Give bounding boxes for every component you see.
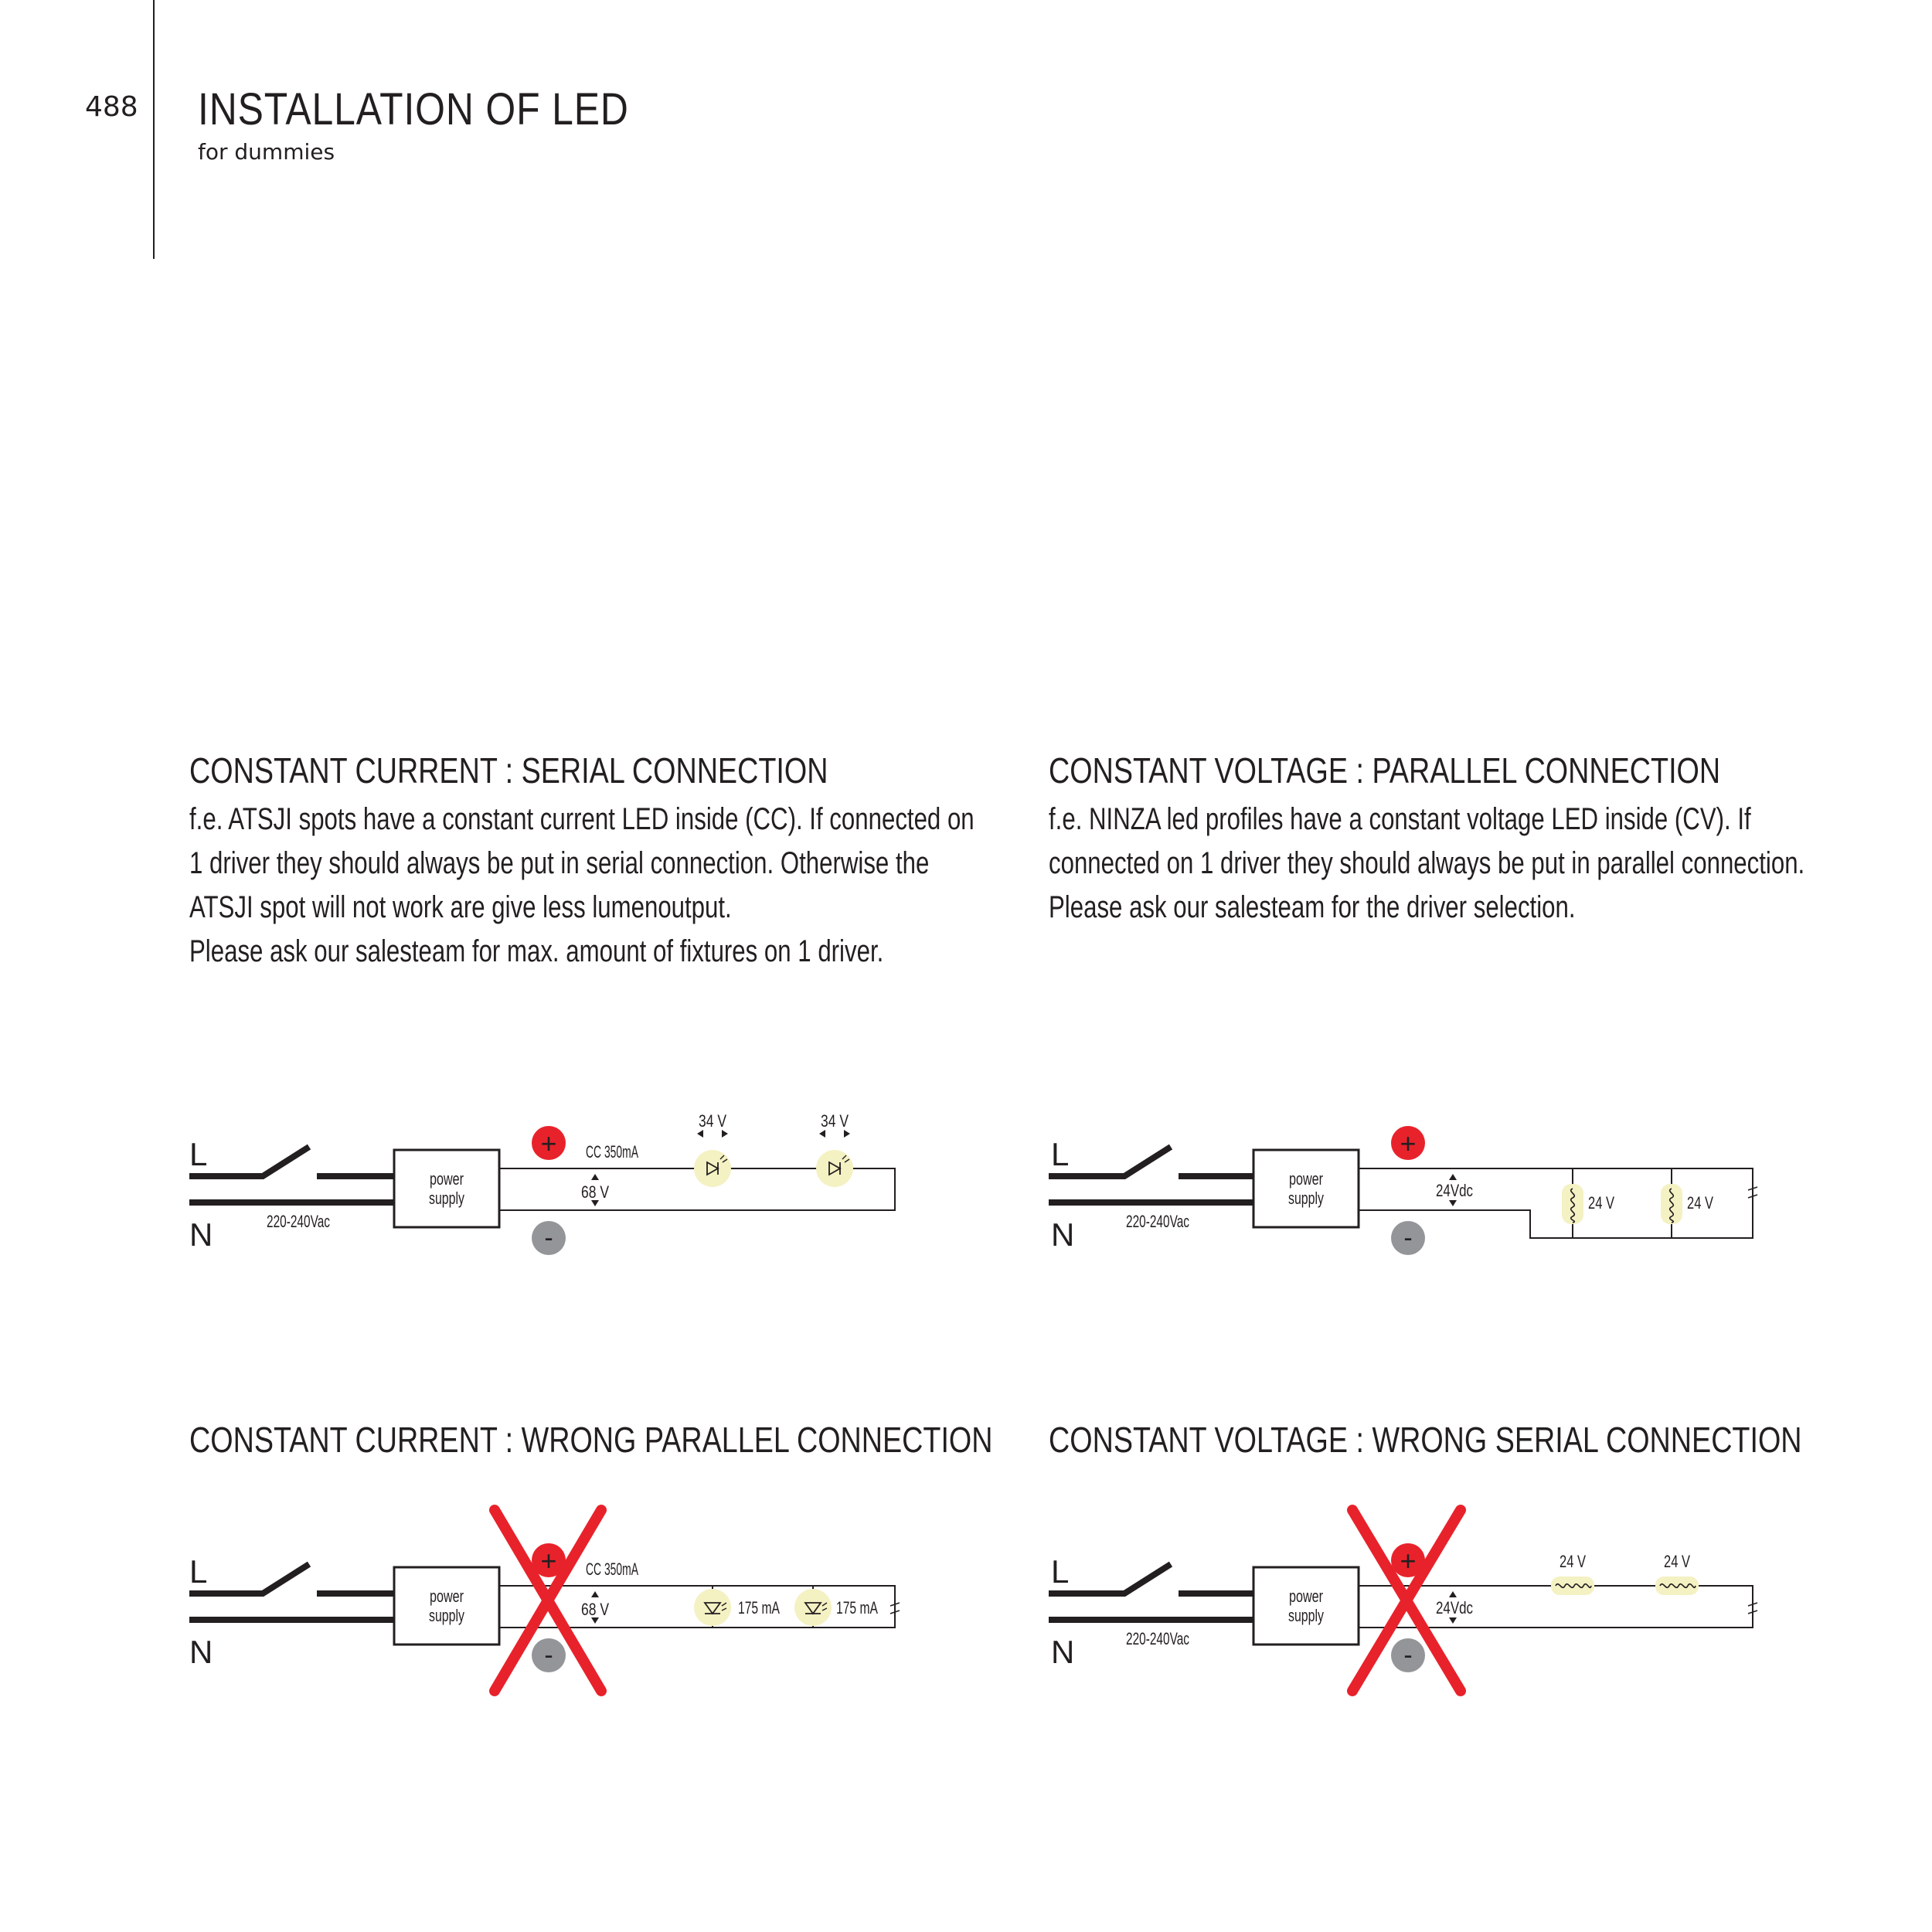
led-spot-icon: [794, 1589, 832, 1626]
switch-line: [189, 1564, 394, 1594]
body-line: f.e. NINZA led profiles have a constant voltage LED inside (CV). If: [1049, 802, 1751, 836]
strip-voltage-label: 24 V: [1687, 1193, 1714, 1213]
led-strip-icon: [1562, 1184, 1583, 1224]
strip-voltage-label: 24 V: [1560, 1552, 1587, 1571]
page-title: INSTALLATION OF LED: [198, 84, 629, 134]
led-spot-icon: [694, 1589, 731, 1626]
led-strip-icon: [1655, 1577, 1699, 1595]
mains-label: 220-240Vac: [1126, 1629, 1189, 1648]
mains-label: 220-240Vac: [267, 1212, 330, 1231]
switch-line: [1049, 1147, 1253, 1176]
neutral-label: N: [1051, 1216, 1075, 1253]
power-supply-label: supply: [1288, 1606, 1324, 1625]
led-strip-icon: [1551, 1577, 1594, 1595]
spot-voltage-label: 34 V: [821, 1111, 849, 1131]
section-heading: CONSTANT VOLTAGE : WRONG SERIAL CONNECTION: [1049, 1420, 1802, 1460]
power-supply-label: power: [1289, 1587, 1323, 1606]
spot-voltage-label: 34 V: [699, 1111, 727, 1131]
diagram-cv-parallel: [1049, 1126, 1757, 1255]
line-label: L: [1051, 1553, 1070, 1590]
current-label: CC 350mA: [586, 1142, 639, 1162]
plus-sign: +: [540, 1545, 557, 1577]
body-line: connected on 1 driver they should always be put in parallel connection.: [1049, 846, 1805, 880]
voltage-label: 24Vdc: [1436, 1181, 1473, 1200]
page-subtitle: for dummies: [198, 139, 335, 165]
body-line: Please ask our salesteam for max. amount of fixtures on 1 driver.: [189, 934, 884, 968]
switch-line: [189, 1147, 394, 1176]
body-line: 1 driver they should always be put in serial connection. Otherwise the: [189, 846, 930, 880]
plus-sign: +: [1400, 1128, 1417, 1159]
line-label: L: [1051, 1136, 1070, 1172]
current-label: CC 350mA: [586, 1560, 639, 1579]
body-line: Please ask our salesteam for the driver selection.: [1049, 890, 1576, 924]
switch-line: [1049, 1564, 1253, 1594]
minus-sign: -: [1403, 1641, 1413, 1670]
diagram-cc-serial: [189, 1111, 895, 1255]
split-current-label: 175 mA: [738, 1598, 781, 1617]
power-supply-label: power: [430, 1587, 464, 1606]
mains-label: 220-240Vac: [1126, 1212, 1189, 1231]
minus-sign: -: [1403, 1223, 1413, 1253]
strip-voltage-label: 24 V: [1664, 1552, 1691, 1571]
section-heading: CONSTANT VOLTAGE : PARALLEL CONNECTION: [1049, 750, 1721, 791]
voltage-label: 68 V: [581, 1600, 610, 1619]
led-strip-icon: [1661, 1184, 1682, 1224]
section-heading: CONSTANT CURRENT : WRONG PARALLEL CONNECTION: [189, 1420, 993, 1460]
strip-voltage-label: 24 V: [1588, 1193, 1615, 1213]
diagram-cv-wrong: [1049, 1510, 1757, 1691]
voltage-label: 24Vdc: [1436, 1598, 1473, 1617]
plus-sign: +: [1400, 1545, 1417, 1577]
power-supply-label: supply: [429, 1189, 464, 1208]
power-supply-label: supply: [1288, 1189, 1324, 1208]
minus-sign: -: [544, 1223, 553, 1253]
power-supply-label: power: [430, 1169, 464, 1189]
led-spot-icon: [694, 1150, 731, 1187]
body-line: ATSJI spot will not work are give less lumenoutput.: [189, 890, 732, 924]
voltage-label: 68 V: [581, 1182, 610, 1202]
power-supply-label: power: [1289, 1169, 1323, 1189]
page-number: 488: [85, 91, 138, 123]
line-label: L: [189, 1553, 208, 1590]
line-label: L: [189, 1136, 208, 1172]
neutral-label: N: [189, 1634, 213, 1670]
split-current-label: 175 mA: [836, 1598, 879, 1617]
power-supply-label: supply: [429, 1606, 464, 1625]
diagram-cc-wrong: [189, 1510, 900, 1691]
minus-sign: -: [544, 1641, 553, 1670]
neutral-label: N: [1051, 1634, 1075, 1670]
plus-sign: +: [540, 1128, 557, 1159]
led-spot-icon: [816, 1150, 853, 1187]
section-heading: CONSTANT CURRENT : SERIAL CONNECTION: [189, 750, 828, 791]
body-line: f.e. ATSJI spots have a constant current LED inside (CC). If connected on: [189, 802, 975, 836]
neutral-label: N: [189, 1216, 213, 1253]
